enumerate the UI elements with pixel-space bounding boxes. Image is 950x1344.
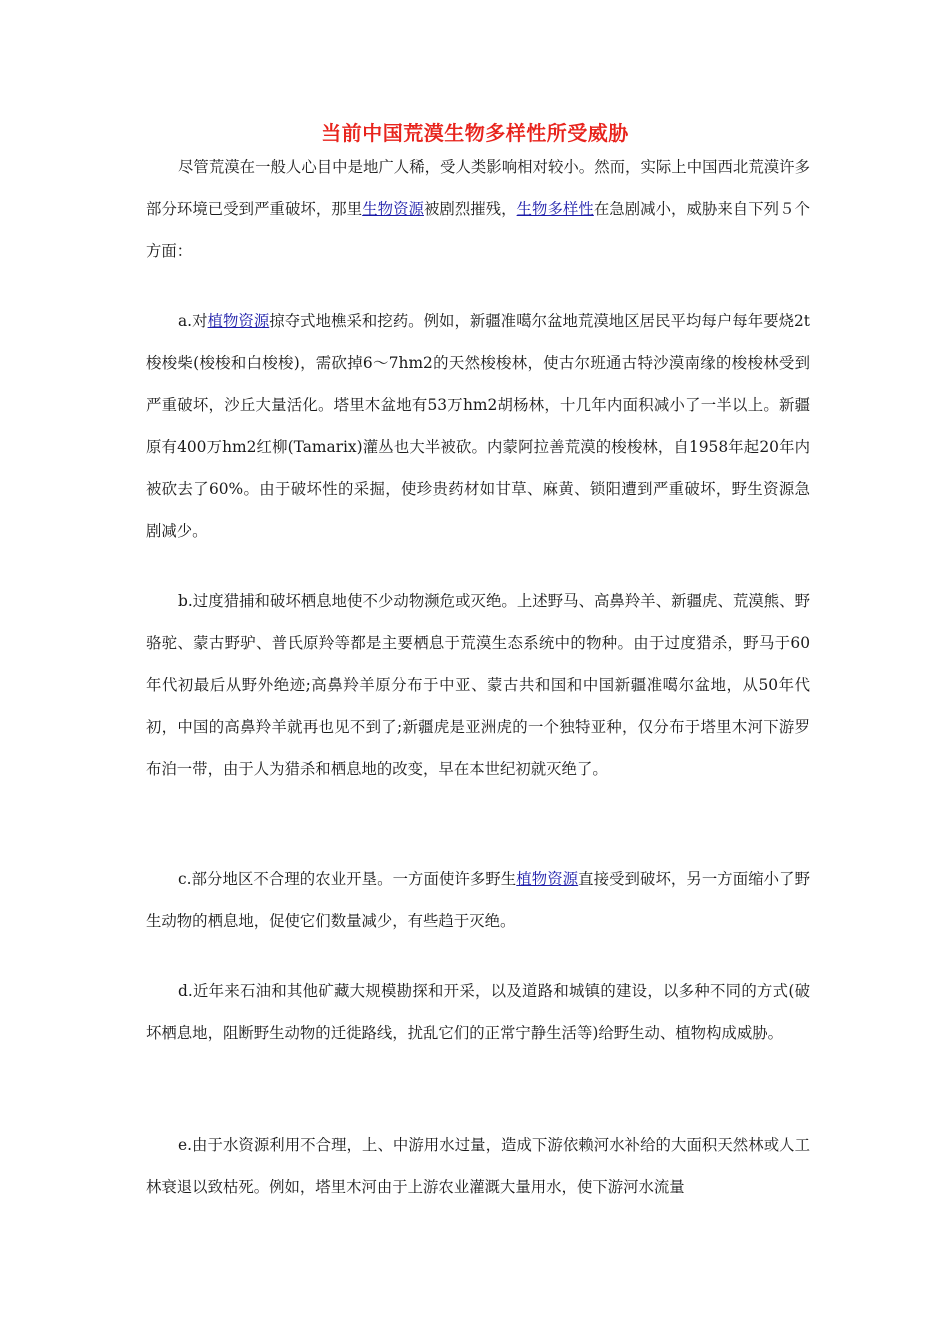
link-biodiversity[interactable]: 生物多样性 <box>516 200 594 218</box>
link-biological-resources[interactable]: 生物资源 <box>362 200 424 218</box>
intro-text-1: 尽管荒漠在一般人心目中是地广人稀，受人类影响相对较小。然而，实际上中国西北荒漠许多部分环境已受到严重破坏，那里 <box>146 158 810 218</box>
link-plant-resources-2[interactable]: 植物资源 <box>516 870 579 888</box>
para-c-text-2: 直接受到破坏，另一方面缩小了野生动物的栖息地，促使它们数量减少，有些趋于灭绝。 <box>146 870 810 930</box>
paragraph-c <box>146 858 810 942</box>
document-title: 当前中国荒漠生物多样性所受威胁 <box>321 121 629 145</box>
paragraph-e: e.由于水资源利用不合理，上、中游用水过量，造成下游依赖河水补给的大面积天然林或人工林衰退以致枯死。例如，塔里木河由于上游农业灌溉大量用水，使下游河水流量 <box>146 1136 810 1196</box>
para-c-text-1: c.部分地区不合理的农业开垦。一方面使许多野生 <box>178 870 517 888</box>
link-plant-resources[interactable]: 植物资源 <box>207 312 270 330</box>
paragraph-a <box>146 300 810 552</box>
intro-text-2: 被剧烈摧残， <box>423 200 517 218</box>
para-a-text-1: a.对 <box>178 312 208 330</box>
paragraph-b: b.过度猎捕和破坏栖息地使不少动物濒危或灭绝。上述野马、高鼻羚羊、新疆虎、荒漠熊、野骆驼、蒙古野驴、普氏原羚等都是主要栖息于荒漠生态系统中的物种。由于过度猎杀，野马于60年代初最后从野外绝迹;高鼻羚羊原分布于中亚、蒙古共和国和中国新疆准噶尔盆地，从50年代初，中国的高鼻羚羊就再也见不到了;新疆虎是亚洲虎的一个独特亚种，仅分布于塔里木河下游罗布泊一带，由于人为猎杀和栖息地的改变，早在本世纪初就灭绝了。 <box>146 592 810 778</box>
intro-text-3: 在急剧减小，威胁来自下列５个方面： <box>146 200 810 260</box>
intro-paragraph <box>146 146 810 272</box>
para-a-text-2: 掠夺式地樵采和挖药。例如，新疆准噶尔盆地荒漠地区居民平均每户每年要烧2t梭梭柴(梭梭和白梭梭)，需砍掉6～7hm2的天然梭梭林，使古尔班通古特沙漠南缘的梭梭林受到严重破坏，沙丘大量活化。塔里木盆地有53万hm2胡杨林，十几年内面积减小了一半以上。新疆原有400万hm2红柳(Tamarix)灌丛也大半被砍。内蒙阿拉善荒漠的梭梭林，自1958年起20年内被砍去了60%。由于破坏性的采掘，使珍贵药材如甘草、麻黄、锁阳遭到严重破坏，野生资源急剧减少。 <box>146 312 810 540</box>
paragraph-d: d.近年来石油和其他矿藏大规模勘探和开采，以及道路和城镇的建设，以多种不同的方式(破坏栖息地，阻断野生动物的迁徙路线，扰乱它们的正常宁静生活等)给野生动、植物构成威胁。 <box>146 982 810 1042</box>
